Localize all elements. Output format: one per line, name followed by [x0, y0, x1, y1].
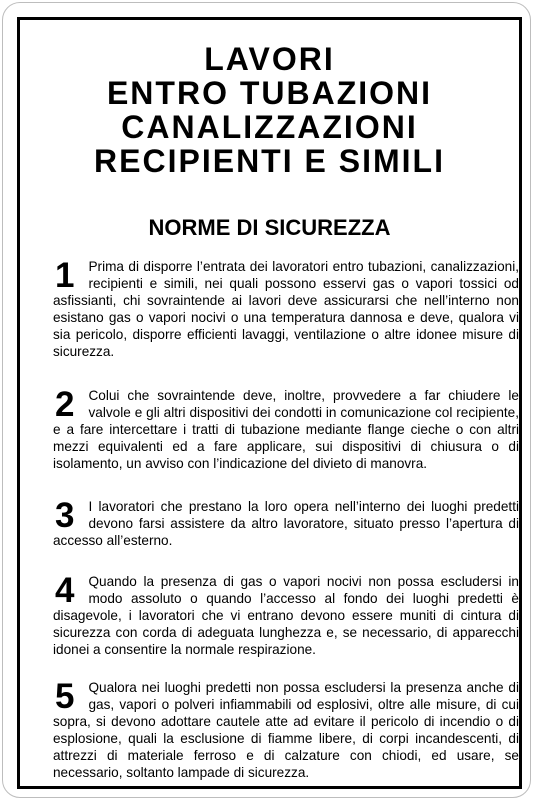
- rule-3: [53, 498, 519, 549]
- rule-2-number: 2: [55, 385, 75, 424]
- rule-4: [53, 573, 519, 658]
- rule-5: [53, 679, 519, 781]
- rule-4-number: 4: [55, 571, 75, 610]
- rule-1: [53, 258, 519, 360]
- safety-sign: [2, 2, 531, 798]
- rule-4-text: Quando la presenza di gas o vapori nocivi non possa escludersi in modo assoluto o quando l’accesso al fondo dei luoghi predetti è disagevole, i lavoratori che vi entrano devono essere muniti di cintura di sicurezza con corda di adeguata lunghezza e, se necessario, di apparecchi idonei a consentire la normale respirazione.: [53, 574, 519, 657]
- title-line-4: RECIPIENTI E SIMILI: [94, 143, 445, 179]
- rule-1-text: Prima di disporre l’entrata dei lavoratori entro tubazioni, canalizzazioni, recipienti e simili, nei quali possono esservi gas o vapori tossici od asfissianti, chi sovraintende ai lavori deve assicurarsi che nell’interno non esistano gas o vapori nocivi o una temperatura dannosa e deve, qualora vi sia pericolo, disporre efficienti lavaggi, ventilazione o altre idonee misure di sicurezza.: [53, 259, 519, 359]
- sign-subtitle: NORME DI SICUREZZA: [148, 215, 391, 240]
- title-line-1: LAVORI: [204, 41, 335, 77]
- rule-3-number: 3: [55, 496, 75, 535]
- title-line-2: ENTRO TUBAZIONI: [106, 75, 433, 111]
- sign-border-frame: [17, 17, 522, 789]
- title-line-3: CANALIZZAZIONI: [121, 109, 418, 145]
- rule-2: [53, 387, 519, 472]
- sign-title: [20, 42, 519, 178]
- rule-2-text: Colui che sovraintende deve, inoltre, provvedere a far chiudere le valvole e gli altri dispositivi dei condotti in comunicazione col recipiente, e a fare intercettare i tratti di tubazione mediante flange cieche o con altri mezzi equivalenti ed a fare applicare, sui dispositivi di chiusura o di isolamento, un avviso con l’indicazione del divieto di manovra.: [53, 388, 519, 471]
- rule-5-number: 5: [55, 677, 75, 716]
- rule-5-text: Qualora nei luoghi predetti non possa escludersi la presenza anche di gas, vapori o polveri infiammabili od esplosivi, oltre alle misure, di cui sopra, si devono adottare cautele atte ad evitare il pericolo di incendio o di esplosione, quali la esclusione di fiamme libere, di corpi incandescenti, di attrezzi di materiale ferroso e di calzature con chiodi, ed usare, se necessario, soltanto lampade di sicurezza.: [53, 680, 519, 780]
- rule-1-number: 1: [55, 256, 75, 295]
- rule-3-text: I lavoratori che prestano la loro opera nell’interno dei luoghi predetti devono farsi assistere da altro lavoratore, situato presso l’apertura di accesso all’esterno.: [53, 499, 519, 548]
